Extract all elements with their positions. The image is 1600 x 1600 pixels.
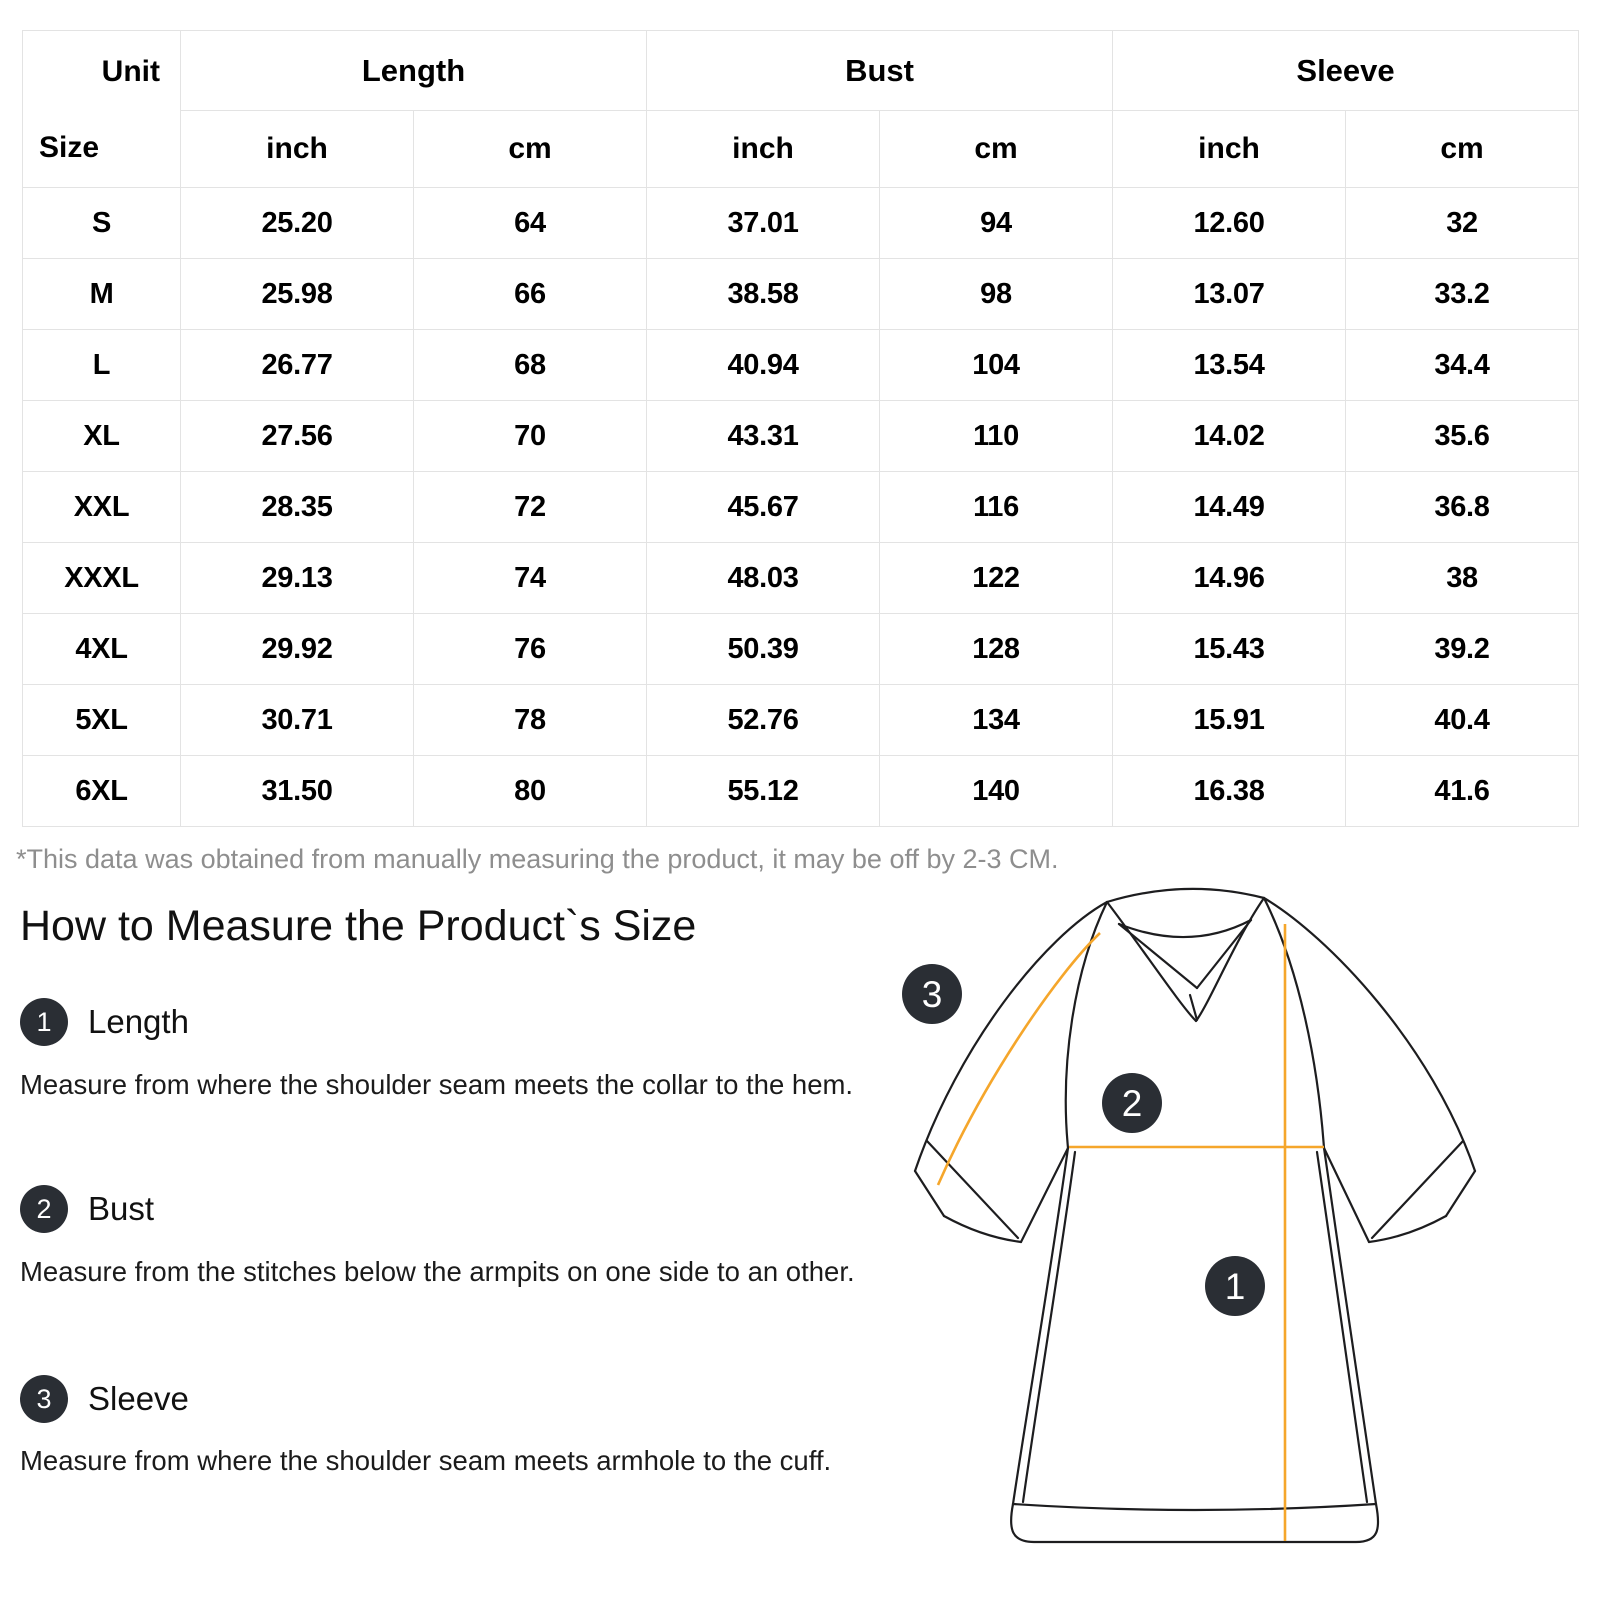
corner-unit-size-cell — [23, 31, 181, 188]
table-cell: 12.60 — [1113, 188, 1346, 259]
table-cell: 48.03 — [647, 543, 880, 614]
table-cell: 110 — [880, 401, 1113, 472]
bust-cm-header: cm — [880, 111, 1113, 188]
column-group-sleeve: Sleeve — [1113, 31, 1579, 111]
table-cell: 128 — [880, 614, 1113, 685]
marker-1 — [1205, 1256, 1265, 1316]
table-row — [23, 685, 1579, 756]
size-label: XL — [23, 401, 181, 472]
table-cell: 39.2 — [1346, 614, 1579, 685]
table-row — [23, 472, 1579, 543]
table-cell: 29.13 — [181, 543, 414, 614]
table-cell: 122 — [880, 543, 1113, 614]
table-cell: 116 — [880, 472, 1113, 543]
table-cell: 34.4 — [1346, 330, 1579, 401]
table-cell: 55.12 — [647, 756, 880, 827]
column-group-length: Length — [181, 31, 647, 111]
table-cell: 38.58 — [647, 259, 880, 330]
table-cell: 31.50 — [181, 756, 414, 827]
table-cell: 38 — [1346, 543, 1579, 614]
table-row — [23, 330, 1579, 401]
table-cell: 74 — [414, 543, 647, 614]
guide-item-label: Bust — [88, 1190, 155, 1227]
table-cell: 15.43 — [1113, 614, 1346, 685]
corner-unit-label: Unit — [101, 55, 160, 88]
tshirt-outline — [915, 889, 1475, 1542]
marker-2-number: 2 — [1121, 1083, 1143, 1124]
corner-size-label: Size — [39, 131, 100, 164]
guide-item-description: Measure from where the shoulder seam meets armhole to the cuff. — [20, 1445, 832, 1476]
table-cell: 37.01 — [647, 188, 880, 259]
table-cell: 72 — [414, 472, 647, 543]
number-1-badge: 1 — [20, 998, 68, 1046]
table-cell: 134 — [880, 685, 1113, 756]
table-cell: 32 — [1346, 188, 1579, 259]
guide-item-label: Length — [88, 1003, 189, 1040]
table-header-row-units — [23, 111, 1579, 188]
number-3-badge: 3 — [20, 1375, 68, 1423]
table-cell: 33.2 — [1346, 259, 1579, 330]
tshirt-measurement-diagram — [860, 840, 1580, 1560]
table-cell: 13.07 — [1113, 259, 1346, 330]
table-cell: 14.96 — [1113, 543, 1346, 614]
size-label: 6XL — [23, 756, 181, 827]
measurement-disclaimer: *This data was obtained from manually measuring the product, it may be off by 2-3 CM. — [16, 844, 1059, 874]
table-row — [23, 188, 1579, 259]
sleeve-cm-header: cm — [1346, 111, 1579, 188]
marker-3-number: 3 — [921, 974, 943, 1015]
table-cell: 28.35 — [181, 472, 414, 543]
table-cell: 70 — [414, 401, 647, 472]
size-label: 4XL — [23, 614, 181, 685]
size-label: M — [23, 259, 181, 330]
table-cell: 94 — [880, 188, 1113, 259]
table-cell: 40.94 — [647, 330, 880, 401]
table-row — [23, 614, 1579, 685]
table-cell: 15.91 — [1113, 685, 1346, 756]
table-header-row-groups — [23, 31, 1579, 111]
table-cell: 64 — [414, 188, 647, 259]
guide-title: How to Measure the Product`s Size — [20, 902, 697, 950]
table-cell: 29.92 — [181, 614, 414, 685]
table-cell: 35.6 — [1346, 401, 1579, 472]
table-cell: 14.49 — [1113, 472, 1346, 543]
number-2-badge: 2 — [20, 1185, 68, 1233]
marker-1-number: 1 — [1224, 1266, 1246, 1307]
table-cell: 50.39 — [647, 614, 880, 685]
tshirt-diagram-svg — [860, 840, 1580, 1560]
table-cell: 78 — [414, 685, 647, 756]
table-row — [23, 756, 1579, 827]
table-cell: 40.4 — [1346, 685, 1579, 756]
table-cell: 43.31 — [647, 401, 880, 472]
marker-2 — [1102, 1073, 1162, 1133]
guide-item-label: Sleeve — [88, 1380, 189, 1417]
guide-item-sleeve — [20, 1375, 189, 1423]
table-cell: 25.20 — [181, 188, 414, 259]
table-cell: 66 — [414, 259, 647, 330]
length-cm-header: cm — [414, 111, 647, 188]
table-cell: 16.38 — [1113, 756, 1346, 827]
guide-item-bust — [20, 1185, 154, 1233]
size-label: XXL — [23, 472, 181, 543]
size-label: 5XL — [23, 685, 181, 756]
bust-inch-header: inch — [647, 111, 880, 188]
table-cell: 41.6 — [1346, 756, 1579, 827]
guide-item-description: Measure from where the shoulder seam meets the collar to the hem. — [20, 1069, 854, 1100]
size-label: S — [23, 188, 181, 259]
table-cell: 140 — [880, 756, 1113, 827]
table-row — [23, 259, 1579, 330]
marker-3 — [902, 964, 962, 1024]
column-group-bust: Bust — [647, 31, 1113, 111]
table-cell: 76 — [414, 614, 647, 685]
guide-item-description: Measure from the stitches below the armpits on one side to an other. — [20, 1256, 855, 1287]
table-cell: 98 — [880, 259, 1113, 330]
table-cell: 14.02 — [1113, 401, 1346, 472]
table-row — [23, 543, 1579, 614]
table-cell: 13.54 — [1113, 330, 1346, 401]
size-label: XXXL — [23, 543, 181, 614]
table-cell: 30.71 — [181, 685, 414, 756]
size-chart-table — [22, 30, 1579, 827]
table-cell: 26.77 — [181, 330, 414, 401]
length-inch-header: inch — [181, 111, 414, 188]
size-label: L — [23, 330, 181, 401]
table-cell: 68 — [414, 330, 647, 401]
table-cell: 27.56 — [181, 401, 414, 472]
table-cell: 52.76 — [647, 685, 880, 756]
guide-item-length — [20, 998, 189, 1046]
table-row — [23, 401, 1579, 472]
table-cell: 80 — [414, 756, 647, 827]
table-cell: 25.98 — [181, 259, 414, 330]
table-cell: 45.67 — [647, 472, 880, 543]
sleeve-inch-header: inch — [1113, 111, 1346, 188]
table-cell: 36.8 — [1346, 472, 1579, 543]
table-cell: 104 — [880, 330, 1113, 401]
